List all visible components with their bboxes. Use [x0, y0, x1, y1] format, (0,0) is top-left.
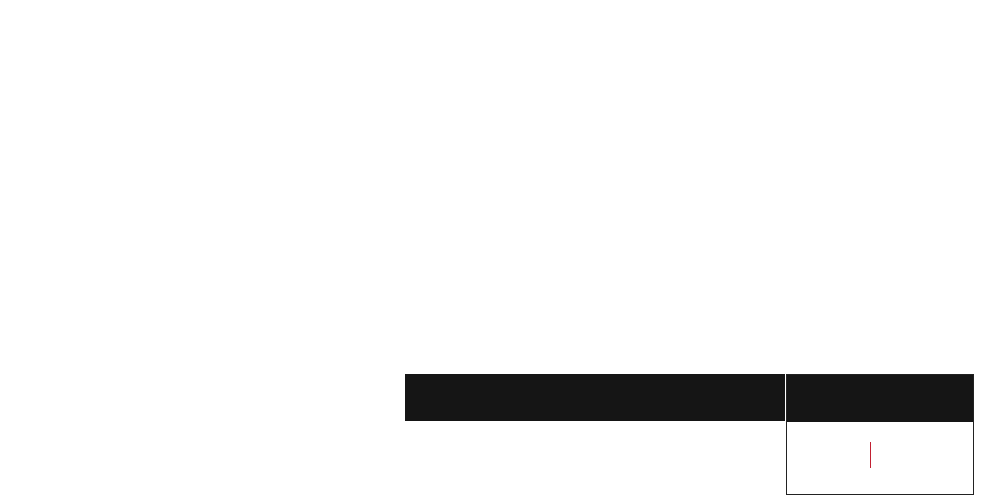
mini-calendars-header — [405, 374, 785, 421]
week-summary — [786, 374, 974, 495]
week-divider — [870, 442, 871, 468]
mini-calendars — [405, 374, 785, 495]
